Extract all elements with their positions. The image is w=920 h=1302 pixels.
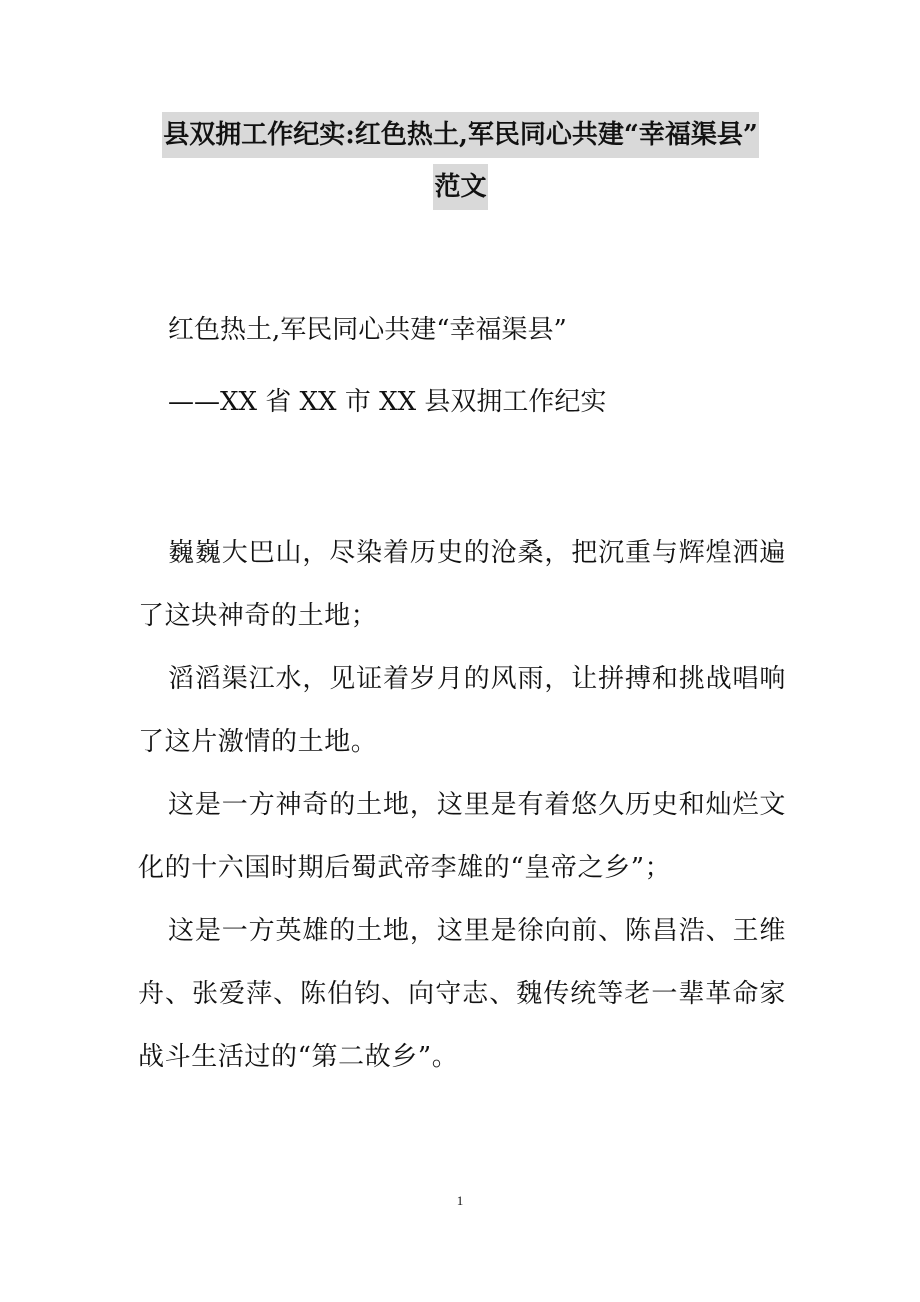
body-text	[138, 522, 786, 1089]
title-line-2: 范文	[433, 164, 487, 210]
subtitle-heading: 红色热土,军民同心共建“幸福渠县”	[168, 315, 567, 345]
paragraph: 这是一方英雄的土地，这里是徐向前、陈昌浩、王维舟、张爱萍、陈伯钧、向守志、魏传统等老一辈革命家战斗生活过的“第二故乡”。	[138, 916, 786, 1072]
paragraph: 滔滔渠江水，见证着岁月的风雨，让拼搏和挑战唱响了这片激情的土地。	[138, 664, 786, 757]
document-title	[138, 112, 783, 210]
title-line-1: 县双拥工作纪实:红色热土,军民同心共建“幸福渠县”	[162, 112, 759, 158]
page-number: 1	[456, 1193, 464, 1208]
paragraph: 这是一方神奇的土地，这里是有着悠久历史和灿烂文化的十六国时期后蜀武帝李雄的“皇帝之乡”；	[138, 790, 786, 883]
subtitle-byline: ——XX 省 XX 市 XX 县双拥工作纪实	[168, 387, 607, 417]
paragraph: 巍巍大巴山，尽染着历史的沧桑，把沉重与辉煌洒遍了这块神奇的土地；	[138, 538, 786, 631]
